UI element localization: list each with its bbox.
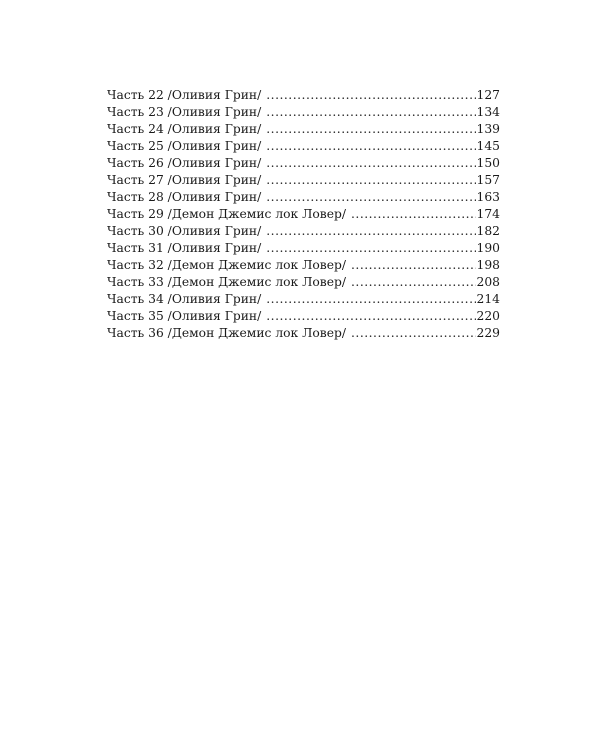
toc-entry[interactable] [107,291,500,308]
toc-leader-dots [266,138,475,155]
toc-entry-title: Часть 26 /Оливия Грин/ [107,156,262,170]
toc-entry[interactable] [107,240,500,257]
toc-entry[interactable] [107,308,500,325]
toc-entry-page: 134 [476,105,500,119]
toc-entry-title: Часть 32 /Демон Джемис лок Ловер/ [107,258,347,272]
toc-entry[interactable] [107,274,500,291]
toc-leader-dots [351,206,476,223]
toc-entry-page: 174 [476,207,500,221]
toc-leader-dots [351,325,476,342]
toc-entry[interactable] [107,138,500,155]
toc-entry-page: 163 [476,190,500,204]
toc-entry[interactable] [107,155,500,172]
toc-leader-dots [266,189,475,206]
toc-entry[interactable] [107,223,500,240]
toc-entry-title: Часть 33 /Демон Джемис лок Ловер/ [107,275,347,289]
toc-entry-page: 220 [476,309,500,323]
toc-leader-dots [266,172,475,189]
toc-entry-title: Часть 31 /Оливия Грин/ [107,241,262,255]
toc-leader-dots [266,240,475,257]
toc-entry-page: 150 [476,156,500,170]
toc-entry-title: Часть 36 /Демон Джемис лок Ловер/ [107,326,347,340]
toc-entry-page: 229 [476,326,500,340]
toc-entry-page: 127 [476,88,500,102]
toc-entry-title: Часть 25 /Оливия Грин/ [107,139,262,153]
toc-entry-title: Часть 29 /Демон Джемис лок Ловер/ [107,207,347,221]
toc-entry-page: 139 [476,122,500,136]
toc-entry-page: 157 [476,173,500,187]
toc-entry-page: 145 [476,139,500,153]
toc-entry[interactable] [107,104,500,121]
toc-leader-dots [266,291,475,308]
toc-leader-dots [266,308,475,325]
toc-entry[interactable] [107,325,500,342]
toc-entry-title: Часть 28 /Оливия Грин/ [107,190,262,204]
toc-entry-page: 214 [476,292,500,306]
toc-leader-dots [351,274,476,291]
toc-entry-title: Часть 30 /Оливия Грин/ [107,224,262,238]
toc-entry-page: 198 [476,258,500,272]
toc-entry-page: 190 [476,241,500,255]
toc-leader-dots [266,155,475,172]
toc-leader-dots [351,257,476,274]
toc-entry[interactable] [107,206,500,223]
toc-entry-title: Часть 23 /Оливия Грин/ [107,105,262,119]
table-of-contents [107,87,500,342]
toc-entry[interactable] [107,87,500,104]
toc-leader-dots [266,121,475,138]
toc-entry[interactable] [107,172,500,189]
toc-entry[interactable] [107,257,500,274]
toc-leader-dots [266,104,475,121]
toc-entry[interactable] [107,189,500,206]
toc-entry-title: Часть 22 /Оливия Грин/ [107,88,262,102]
toc-entry[interactable] [107,121,500,138]
toc-entry-page: 208 [476,275,500,289]
toc-entry-title: Часть 24 /Оливия Грин/ [107,122,262,136]
toc-entry-page: 182 [476,224,500,238]
toc-entry-title: Часть 34 /Оливия Грин/ [107,292,262,306]
toc-entry-title: Часть 35 /Оливия Грин/ [107,309,262,323]
toc-leader-dots [266,87,475,104]
toc-leader-dots [266,223,475,240]
toc-entry-title: Часть 27 /Оливия Грин/ [107,173,262,187]
